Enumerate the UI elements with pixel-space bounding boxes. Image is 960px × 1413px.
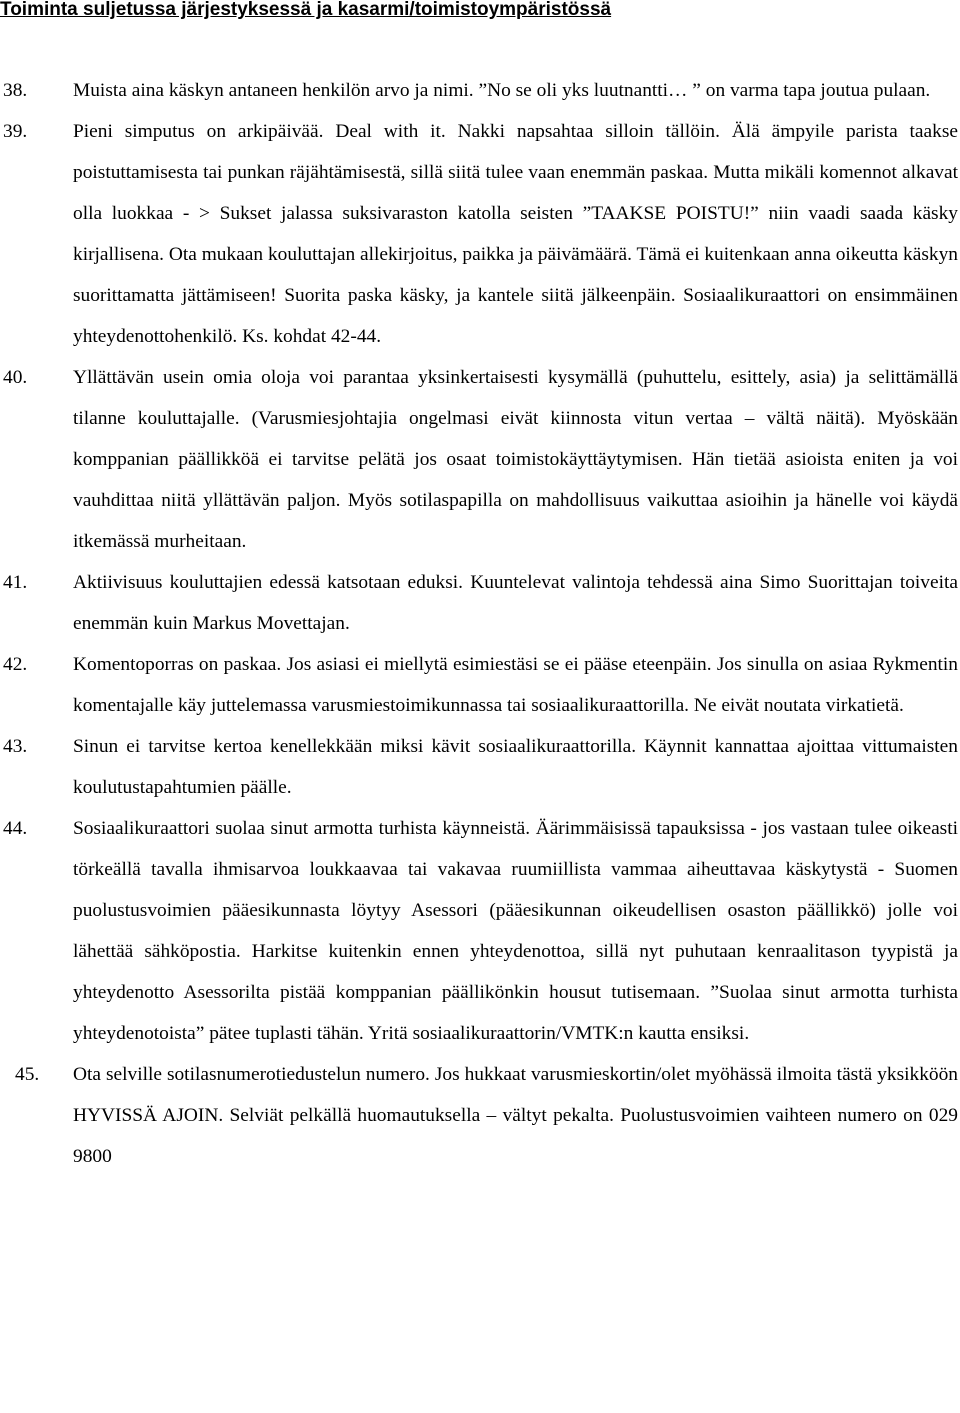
section-heading: Toiminta suljetussa järjestyksessä ja kasarmi/toimistoympäristössä bbox=[0, 0, 612, 20]
list-item bbox=[0, 357, 958, 562]
item-number: 40. bbox=[3, 367, 28, 388]
item-number: 41. bbox=[3, 572, 28, 593]
item-text: Pieni simputus on arkipäivää. Deal with it. Nakki napsahtaa silloin tällöin. Älä ämpyile parista taakse poistuttamisesta tai punkan räjähtämisestä, sillä siitä tulee vaan enemmän paskaa. Mutta mikäli komennot alkavat olla luokkaa - > Sukset jalassa suksivaraston katolla seisten ”TAAKSE POISTU!” niin vaadi saada käsky kirjallisena. Ota mukaan kouluttajan allekirjoitus, paikka ja päivämäärä. Tämä ei kuitenkaan anna oikeutta käskyn suorittamatta jättämiseen! Suorita paska käsky, ja kantele siitä jälkeenpäin. Sosiaalikuraattori on ensimmäinen yhteydenottohenkilö. Ks. kohdat 42-44. bbox=[73, 121, 958, 347]
list-item bbox=[0, 111, 958, 357]
list-item bbox=[0, 808, 958, 1054]
item-text: Ota selville sotilasnumerotiedustelun numero. Jos hukkaat varusmieskortin/olet myöhässä ilmoita tästä yksikköön HYVISSÄ AJOIN. Selviät pelkällä huomautuksella – vältyt pekalta. Puolustusvoimien vaihteen numero on 029 9800 bbox=[73, 1064, 958, 1167]
item-number: 42. bbox=[3, 654, 28, 675]
item-text: Sosiaalikuraattori suolaa sinut armotta turhista käynneistä. Äärimmäisissä tapauksissa - jos vastaan tulee oikeasti törkeällä tavalla ihmisarvoa loukkaavaa tai vakavaa ruumiillista vammaa aiheuttavaa käskytystä - Suomen puolustusvoimien pääesikunnasta löytyy Asessori (pääesikunnan oikeudellisen osaston päällikkö) jolle voi lähettää sähköpostia. Harkitse kuitenkin ennen yhteydenottoa, sillä nyt puhutaan kenraalitason tyypistä ja yhteydenotto Asessorilta pistää komppanian päällikönkin housut tutisemaan. ”Suolaa sinut armotta turhista yhteydenotoista” pätee tuplasti tähän. Yritä sosiaalikuraattorin/VMTK:n kautta ensiksi. bbox=[73, 818, 958, 1044]
item-number: 45. bbox=[15, 1064, 40, 1085]
item-text: Sinun ei tarvitse kertoa kenellekkään miksi kävit sosiaalikuraattorilla. Käynnit kannattaa ajoittaa vittumaisten koulutustapahtumien päälle. bbox=[73, 736, 958, 798]
item-number: 43. bbox=[3, 736, 28, 757]
list-item bbox=[0, 1054, 958, 1177]
item-text: Muista aina käskyn antaneen henkilön arvo ja nimi. ”No se oli yks luutnantti… ” on varma tapa joutua pulaan. bbox=[73, 80, 931, 101]
item-number: 44. bbox=[3, 818, 28, 839]
list-item bbox=[0, 562, 958, 644]
list-item bbox=[0, 70, 958, 111]
item-text: Aktiivisuus kouluttajien edessä katsotaan eduksi. Kuuntelevat valintoja tehdessä aina Simo Suorittajan toiveita enemmän kuin Markus Movettajan. bbox=[73, 572, 958, 634]
item-number: 39. bbox=[3, 121, 28, 142]
item-number: 38. bbox=[3, 80, 28, 101]
item-text: Komentoporras on paskaa. Jos asiasi ei miellytä esimiestäsi se ei pääse eteenpäin. Jos sinulla on asiaa Rykmentin komentajalle käy juttelemassa varusmiestoimikunnassa tai sosiaalikuraattorilla. Ne eivät noutata virkatietä. bbox=[73, 654, 958, 716]
item-text: Yllättävän usein omia oloja voi parantaa yksinkertaisesti kysymällä (puhuttelu, esittely, asia) ja selittämällä tilanne kouluttajalle. (Varusmiesjohtajia ongelmasi eivät kiinnosta vitun vertaa – vältä näitä). Myöskään komppanian päällikköä ei tarvitse pelätä jos osaat toimistokäyttäytymisen. Hän tietää asioista eniten ja voi vauhdittaa niitä yllättävän paljon. Myös sotilaspapilla on mahdollisuus vaikuttaa asioihin ja hänelle voi käydä itkemässä murheitaan. bbox=[73, 367, 958, 552]
list-item bbox=[0, 644, 958, 726]
list-item bbox=[0, 726, 958, 808]
numbered-list bbox=[0, 70, 958, 1177]
